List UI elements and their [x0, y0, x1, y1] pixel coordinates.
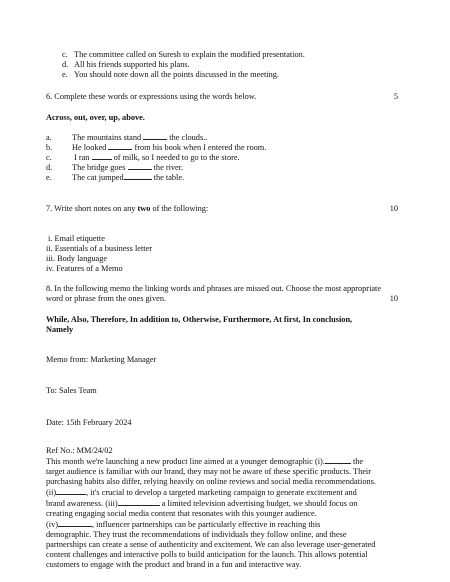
item-text: of milk, so I needed to go to the store.	[113, 153, 240, 162]
answer-blank[interactable]	[128, 162, 152, 170]
top-list-item	[62, 50, 305, 60]
item-label: c.	[62, 50, 68, 59]
memo-text: (iv)	[46, 520, 58, 530]
q8-word-list: While, Also, Therefore, In addition to, Otherwise, Furthermore, At first, In conclusion,	[46, 315, 353, 324]
item-text: You should note down all the points discussed in the meeting.	[74, 70, 279, 79]
item-label: e.	[62, 70, 68, 79]
memo-line: demographic. They trust the recommendations of individuals they follow online, and these	[46, 530, 347, 540]
item-text: The cat jumped	[72, 173, 124, 182]
q7-title-emphasis: two	[137, 204, 151, 213]
q6-word-list: Across, out, over, up, above.	[46, 113, 145, 122]
item-text: from his book when I entered the room.	[134, 143, 267, 152]
memo-text: , influencer partnerships can be particularly effective in reaching this	[91, 520, 321, 530]
top-list-item	[62, 60, 190, 70]
memo-text: the	[350, 457, 364, 466]
item-text: I ran	[74, 153, 90, 162]
item-text: the river.	[153, 163, 184, 172]
answer-blank[interactable]	[56, 487, 86, 495]
memo-line	[46, 498, 398, 509]
answer-blank[interactable]	[58, 519, 92, 527]
memo-text: brand awareness. (iii)	[46, 499, 118, 509]
item-text: The mountains stand	[72, 133, 142, 142]
answer-blank[interactable]	[108, 142, 132, 150]
memo-text: a limited television advertising budget, we should focus on	[159, 499, 358, 509]
memo-line	[46, 487, 398, 498]
memo-line: creating engaging social media content that resonates with this younger audience.	[46, 509, 317, 519]
item-label: c.	[46, 153, 52, 162]
q6-title: 6. Complete these words or expressions using the words below.	[46, 92, 257, 101]
answer-blank[interactable]	[92, 152, 112, 160]
item-label: d.	[62, 60, 69, 69]
item-label: e.	[46, 173, 52, 182]
q8-title-line: word or phrase from the ones given.	[46, 294, 167, 303]
item-text: the clouds..	[169, 133, 208, 142]
item-text: The bridge goes	[72, 163, 126, 172]
q7-title-text: 7. Write short notes on any	[46, 204, 138, 213]
q7-marks: 10	[389, 204, 398, 213]
memo-line: purchasing habits also differ, relying heavily on online reviews and social media recommendations.	[46, 477, 376, 487]
memo-line: partnerships can create a sense of authenticity and excitement. We can also leverage user-generated	[46, 540, 376, 550]
q7-title-text: of the following:	[150, 204, 209, 213]
answer-blank[interactable]	[124, 172, 152, 180]
q7-item: i. Email etiquette	[48, 234, 105, 243]
memo-text: (ii)	[46, 488, 57, 498]
q7-item: ii. Essentials of a business letter	[46, 244, 152, 253]
answer-blank[interactable]	[143, 132, 167, 140]
memo-text: , it's crucial to develop a targeted marketing campaign to generate excitement and	[86, 488, 357, 498]
memo-date: Date: 15th February 2024	[46, 418, 132, 427]
answer-blank[interactable]	[325, 456, 351, 464]
memo-to: To: Sales Team	[46, 386, 97, 395]
q7-title	[46, 204, 208, 214]
q7-item: iv. Features of a Memo	[46, 264, 123, 273]
item-text: All his friends supported his plans.	[74, 60, 190, 69]
item-text: the table.	[153, 173, 185, 182]
q6-item	[46, 172, 184, 183]
item-label: b.	[46, 143, 53, 152]
top-list-item	[62, 70, 279, 80]
memo-line	[46, 456, 398, 467]
item-text: The committee called on Suresh to explain the modified presentation.	[74, 50, 305, 59]
q8-title-line: 8. In the following memo the linking words and phrases are missed out. Choose the most appropriate	[46, 284, 382, 293]
memo-line: target audience is familiar with our brand, they may not be aware of these specific products. Their	[46, 467, 372, 477]
item-label: a.	[46, 133, 52, 142]
q6-marks: 5	[393, 92, 398, 101]
q8-word-list: Namely	[46, 325, 74, 334]
memo-line: customers to engage with the product and brand in a fun and interactive way.	[46, 560, 302, 570]
memo-line	[46, 519, 398, 530]
memo-ref: Ref No.: MM/24/02	[46, 446, 113, 455]
answer-blank[interactable]	[118, 498, 160, 506]
memo-from: Memo from: Marketing Manager	[46, 355, 157, 364]
memo-text: This month we're launching a new product line aimed at a younger demographic (i).	[46, 457, 325, 466]
memo-line: content challenges and interactive polls to build anticipation for the launch. This allows potential	[46, 550, 368, 560]
item-text: He looked	[72, 143, 107, 152]
q8-marks: 10	[389, 294, 398, 303]
item-label: d.	[46, 163, 53, 172]
memo-body	[46, 456, 398, 570]
q7-item: iii. Body language	[46, 254, 108, 263]
